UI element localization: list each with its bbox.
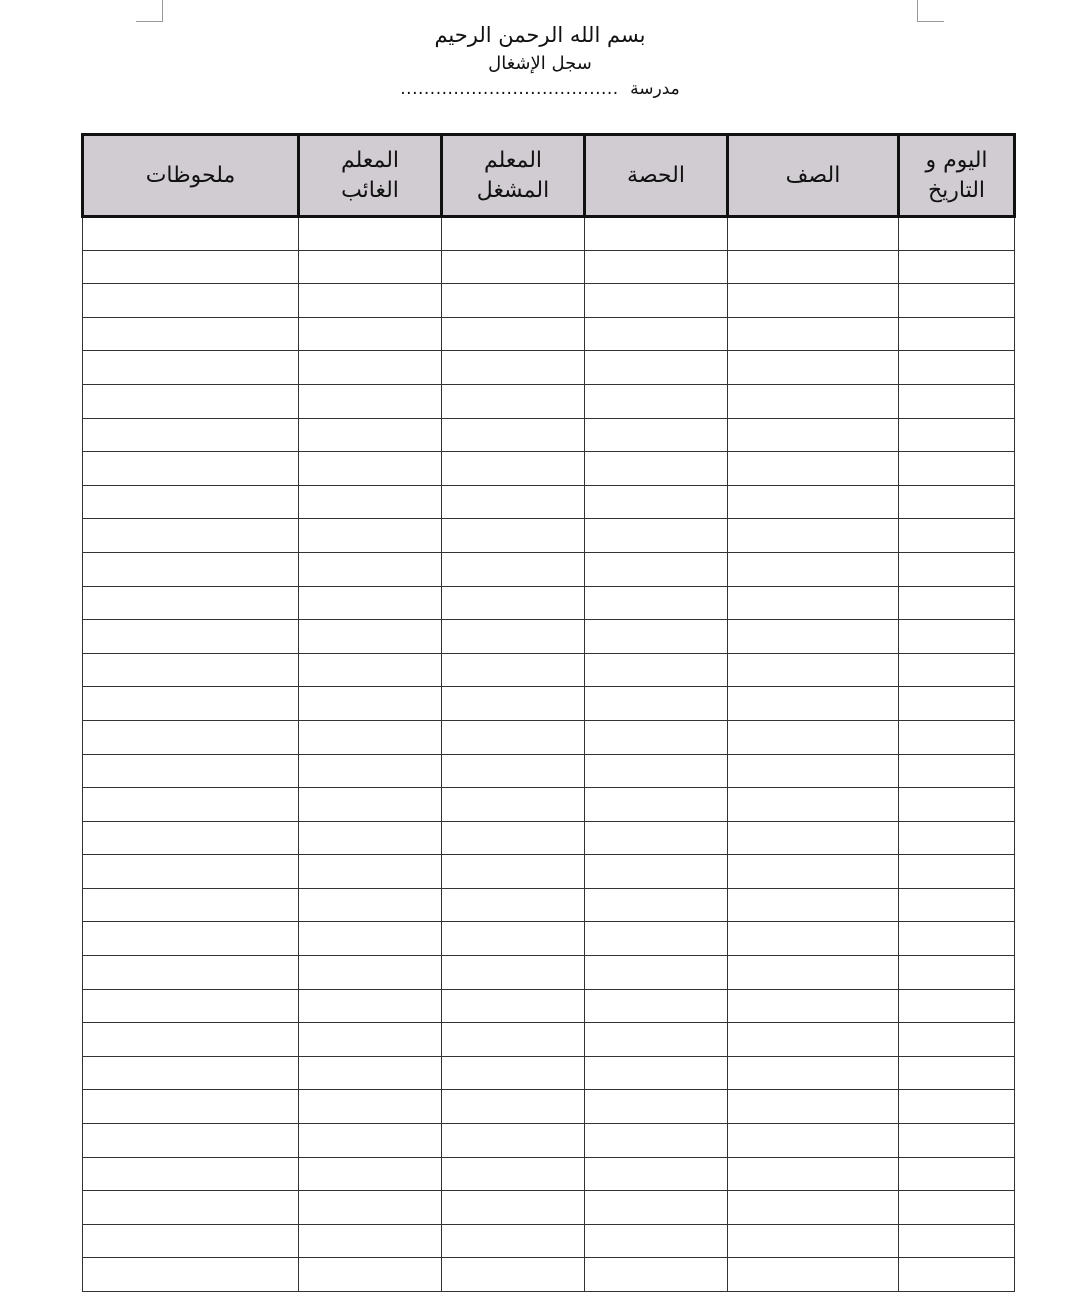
cell-period[interactable]: [585, 1157, 728, 1191]
table-row: [83, 989, 1015, 1023]
cell-period[interactable]: [585, 720, 728, 754]
cell-date[interactable]: [899, 250, 1015, 284]
table-row: [83, 788, 1015, 822]
cell-substitute-teacher[interactable]: [442, 1258, 585, 1292]
table-row: [83, 1191, 1015, 1225]
column-header-line: المشغل: [476, 177, 550, 203]
cell-period[interactable]: [585, 418, 728, 452]
cell-period[interactable]: [585, 217, 728, 251]
cell-absent-teacher[interactable]: [299, 855, 442, 889]
cell-absent-teacher[interactable]: [299, 519, 442, 553]
cell-substitute-teacher[interactable]: [442, 250, 585, 284]
table-row: [83, 1157, 1015, 1191]
cell-notes[interactable]: [83, 552, 299, 586]
cell-period[interactable]: [585, 552, 728, 586]
cell-class[interactable]: [728, 720, 899, 754]
cell-substitute-teacher[interactable]: [442, 720, 585, 754]
cell-notes[interactable]: [83, 821, 299, 855]
cell-substitute-teacher[interactable]: [442, 485, 585, 519]
cell-notes[interactable]: [83, 418, 299, 452]
cell-absent-teacher[interactable]: [299, 720, 442, 754]
cell-class[interactable]: [728, 956, 899, 990]
table-row: [83, 855, 1015, 889]
table-row: [83, 754, 1015, 788]
column-header-class: [728, 135, 899, 217]
cell-substitute-teacher[interactable]: [442, 519, 585, 553]
cell-notes[interactable]: [83, 1157, 299, 1191]
cell-substitute-teacher[interactable]: [442, 1090, 585, 1124]
cell-absent-teacher[interactable]: [299, 653, 442, 687]
cell-substitute-teacher[interactable]: [442, 1023, 585, 1057]
table-row: [83, 956, 1015, 990]
cell-substitute-teacher[interactable]: [442, 284, 585, 318]
cell-date[interactable]: [899, 418, 1015, 452]
cell-notes[interactable]: [83, 452, 299, 486]
cell-substitute-teacher[interactable]: [442, 1191, 585, 1225]
cell-substitute-teacher[interactable]: [442, 821, 585, 855]
cell-substitute-teacher[interactable]: [442, 922, 585, 956]
cell-period[interactable]: [585, 384, 728, 418]
cell-substitute-teacher[interactable]: [442, 452, 585, 486]
cell-absent-teacher[interactable]: [299, 687, 442, 721]
cell-class[interactable]: [728, 821, 899, 855]
table-row: [83, 317, 1015, 351]
cell-date[interactable]: [899, 1124, 1015, 1158]
cell-absent-teacher[interactable]: [299, 888, 442, 922]
cell-notes[interactable]: [83, 485, 299, 519]
cell-class[interactable]: [728, 586, 899, 620]
cell-date[interactable]: [899, 1090, 1015, 1124]
cell-class[interactable]: [728, 653, 899, 687]
cell-date[interactable]: [899, 485, 1015, 519]
cell-notes[interactable]: [83, 1224, 299, 1258]
cell-class[interactable]: [728, 1224, 899, 1258]
cell-class[interactable]: [728, 788, 899, 822]
basmala: بسم الله الرحمن الرحيم: [434, 23, 646, 47]
cell-notes[interactable]: [83, 250, 299, 284]
table-row: [83, 1224, 1015, 1258]
cell-class[interactable]: [728, 519, 899, 553]
cell-period[interactable]: [585, 250, 728, 284]
cell-notes[interactable]: [83, 1090, 299, 1124]
cell-notes[interactable]: [83, 317, 299, 351]
cell-period[interactable]: [585, 1124, 728, 1158]
cell-period[interactable]: [585, 788, 728, 822]
cell-notes[interactable]: [83, 1191, 299, 1225]
cell-class[interactable]: [728, 1090, 899, 1124]
cell-period[interactable]: [585, 317, 728, 351]
table-row: [83, 1090, 1015, 1124]
cell-substitute-teacher[interactable]: [442, 384, 585, 418]
cell-absent-teacher[interactable]: [299, 317, 442, 351]
cell-date[interactable]: [899, 888, 1015, 922]
cell-class[interactable]: [728, 1157, 899, 1191]
table-row: [83, 384, 1015, 418]
cell-absent-teacher[interactable]: [299, 250, 442, 284]
cell-absent-teacher[interactable]: [299, 821, 442, 855]
table-row: [83, 586, 1015, 620]
cell-date[interactable]: [899, 989, 1015, 1023]
cell-class[interactable]: [728, 384, 899, 418]
column-header-line: المعلم: [340, 147, 400, 173]
cell-notes[interactable]: [83, 519, 299, 553]
table-row: [83, 418, 1015, 452]
cell-class[interactable]: [728, 552, 899, 586]
cell-class[interactable]: [728, 1191, 899, 1225]
table-row: [83, 1023, 1015, 1057]
cell-date[interactable]: [899, 586, 1015, 620]
table-row: [83, 217, 1015, 251]
cell-substitute-teacher[interactable]: [442, 754, 585, 788]
cell-class[interactable]: [728, 687, 899, 721]
cell-absent-teacher[interactable]: [299, 586, 442, 620]
table-row: [83, 552, 1015, 586]
cell-absent-teacher[interactable]: [299, 1090, 442, 1124]
cell-notes[interactable]: [83, 653, 299, 687]
cell-substitute-teacher[interactable]: [442, 620, 585, 654]
cell-period[interactable]: [585, 754, 728, 788]
cell-substitute-teacher[interactable]: [442, 788, 585, 822]
cell-absent-teacher[interactable]: [299, 284, 442, 318]
cell-notes[interactable]: [83, 687, 299, 721]
cell-period[interactable]: [585, 586, 728, 620]
column-header-period: [585, 135, 728, 217]
cell-date[interactable]: [899, 754, 1015, 788]
cell-absent-teacher[interactable]: [299, 351, 442, 385]
cell-date[interactable]: [899, 452, 1015, 486]
column-header-line: اليوم و: [925, 147, 988, 173]
cell-period[interactable]: [585, 653, 728, 687]
cell-substitute-teacher[interactable]: [442, 586, 585, 620]
table-row: [83, 250, 1015, 284]
column-header-date: [899, 135, 1015, 217]
cell-absent-teacher[interactable]: [299, 620, 442, 654]
cell-period[interactable]: [585, 620, 728, 654]
table-row: [83, 888, 1015, 922]
cell-class[interactable]: [728, 1023, 899, 1057]
cell-absent-teacher[interactable]: [299, 956, 442, 990]
table-row: [83, 620, 1015, 654]
cell-period[interactable]: [585, 284, 728, 318]
cell-class[interactable]: [728, 217, 899, 251]
crop-mark-top-right: [917, 0, 944, 22]
cell-period[interactable]: [585, 1258, 728, 1292]
table-row: [83, 519, 1015, 553]
crop-mark-top-left: [136, 0, 163, 22]
school-name-line: [0, 76, 1080, 102]
cell-class[interactable]: [728, 317, 899, 351]
cell-period[interactable]: [585, 687, 728, 721]
cell-date[interactable]: [899, 687, 1015, 721]
column-header-line: ملحوظات: [145, 162, 236, 188]
cell-date[interactable]: [899, 653, 1015, 687]
cell-absent-teacher[interactable]: [299, 1191, 442, 1225]
cell-period[interactable]: [585, 1191, 728, 1225]
table-row: [83, 452, 1015, 486]
cell-class[interactable]: [728, 1258, 899, 1292]
cell-date[interactable]: [899, 1056, 1015, 1090]
cell-substitute-teacher[interactable]: [442, 653, 585, 687]
cell-date[interactable]: [899, 217, 1015, 251]
cell-substitute-teacher[interactable]: [442, 1224, 585, 1258]
cell-date[interactable]: [899, 519, 1015, 553]
table-row: [83, 485, 1015, 519]
cell-date[interactable]: [899, 384, 1015, 418]
cell-class[interactable]: [728, 855, 899, 889]
table-row: [83, 1124, 1015, 1158]
cell-absent-teacher[interactable]: [299, 754, 442, 788]
cell-absent-teacher[interactable]: [299, 552, 442, 586]
cell-absent-teacher[interactable]: [299, 989, 442, 1023]
cell-date[interactable]: [899, 720, 1015, 754]
cell-period[interactable]: [585, 485, 728, 519]
column-header-line: الغائب: [341, 177, 399, 203]
cell-period[interactable]: [585, 888, 728, 922]
cell-date[interactable]: [899, 1023, 1015, 1057]
cell-absent-teacher[interactable]: [299, 1224, 442, 1258]
cell-date[interactable]: [899, 788, 1015, 822]
cell-date[interactable]: [899, 956, 1015, 990]
cell-period[interactable]: [585, 1023, 728, 1057]
column-header-line: الحصة: [627, 162, 685, 188]
cell-notes[interactable]: [83, 586, 299, 620]
table-row: [83, 284, 1015, 318]
substitution-log-table: [81, 133, 1016, 1292]
cell-period[interactable]: [585, 1090, 728, 1124]
cell-date[interactable]: [899, 620, 1015, 654]
cell-notes[interactable]: [83, 384, 299, 418]
cell-absent-teacher[interactable]: [299, 1258, 442, 1292]
cell-class[interactable]: [728, 1124, 899, 1158]
cell-substitute-teacher[interactable]: [442, 687, 585, 721]
cell-date[interactable]: [899, 317, 1015, 351]
cell-absent-teacher[interactable]: [299, 485, 442, 519]
cell-period[interactable]: [585, 855, 728, 889]
cell-class[interactable]: [728, 989, 899, 1023]
cell-notes[interactable]: [83, 284, 299, 318]
cell-class[interactable]: [728, 284, 899, 318]
cell-absent-teacher[interactable]: [299, 1023, 442, 1057]
cell-absent-teacher[interactable]: [299, 922, 442, 956]
cell-absent-teacher[interactable]: [299, 1157, 442, 1191]
cell-class[interactable]: [728, 888, 899, 922]
cell-date[interactable]: [899, 1224, 1015, 1258]
cell-substitute-teacher[interactable]: [442, 317, 585, 351]
cell-class[interactable]: [728, 452, 899, 486]
cell-notes[interactable]: [83, 956, 299, 990]
cell-period[interactable]: [585, 922, 728, 956]
table-row: [83, 653, 1015, 687]
school-name-blank: .....................................: [400, 79, 619, 99]
cell-notes[interactable]: [83, 217, 299, 251]
cell-date[interactable]: [899, 552, 1015, 586]
cell-substitute-teacher[interactable]: [442, 989, 585, 1023]
cell-period[interactable]: [585, 519, 728, 553]
cell-class[interactable]: [728, 351, 899, 385]
cell-period[interactable]: [585, 351, 728, 385]
cell-notes[interactable]: [83, 720, 299, 754]
cell-notes[interactable]: [83, 620, 299, 654]
cell-date[interactable]: [899, 1258, 1015, 1292]
cell-substitute-teacher[interactable]: [442, 418, 585, 452]
cell-notes[interactable]: [83, 351, 299, 385]
cell-class[interactable]: [728, 922, 899, 956]
cell-notes[interactable]: [83, 922, 299, 956]
cell-class[interactable]: [728, 1056, 899, 1090]
cell-notes[interactable]: [83, 1023, 299, 1057]
table-row: [83, 720, 1015, 754]
cell-period[interactable]: [585, 452, 728, 486]
cell-substitute-teacher[interactable]: [442, 956, 585, 990]
cell-notes[interactable]: [83, 888, 299, 922]
cell-class[interactable]: [728, 250, 899, 284]
cell-absent-teacher[interactable]: [299, 418, 442, 452]
column-header-notes: [83, 135, 299, 217]
cell-class[interactable]: [728, 418, 899, 452]
cell-notes[interactable]: [83, 1258, 299, 1292]
cell-date[interactable]: [899, 821, 1015, 855]
cell-absent-teacher[interactable]: [299, 217, 442, 251]
cell-period[interactable]: [585, 1056, 728, 1090]
table-row: [83, 351, 1015, 385]
cell-date[interactable]: [899, 1157, 1015, 1191]
cell-notes[interactable]: [83, 788, 299, 822]
cell-class[interactable]: [728, 620, 899, 654]
column-header-line: التاريخ: [927, 177, 986, 203]
cell-substitute-teacher[interactable]: [442, 351, 585, 385]
table-row: [83, 1258, 1015, 1292]
cell-date[interactable]: [899, 922, 1015, 956]
cell-period[interactable]: [585, 821, 728, 855]
column-header-substitute-teacher: [442, 135, 585, 217]
cell-notes[interactable]: [83, 855, 299, 889]
cell-absent-teacher[interactable]: [299, 788, 442, 822]
cell-notes[interactable]: [83, 1056, 299, 1090]
cell-class[interactable]: [728, 754, 899, 788]
column-header-absent-teacher: [299, 135, 442, 217]
cell-absent-teacher[interactable]: [299, 1056, 442, 1090]
cell-notes[interactable]: [83, 1124, 299, 1158]
table-row: [83, 821, 1015, 855]
table-header-row: [83, 135, 1015, 217]
cell-substitute-teacher[interactable]: [442, 552, 585, 586]
cell-date[interactable]: [899, 855, 1015, 889]
cell-substitute-teacher[interactable]: [442, 1157, 585, 1191]
table-row: [83, 1056, 1015, 1090]
cell-period[interactable]: [585, 956, 728, 990]
school-label: مدرسة: [630, 79, 680, 99]
cell-notes[interactable]: [83, 754, 299, 788]
cell-period[interactable]: [585, 989, 728, 1023]
cell-class[interactable]: [728, 485, 899, 519]
cell-absent-teacher[interactable]: [299, 1124, 442, 1158]
column-header-line: المعلم: [483, 147, 543, 173]
cell-absent-teacher[interactable]: [299, 452, 442, 486]
table-body: [83, 217, 1015, 1292]
cell-notes[interactable]: [83, 989, 299, 1023]
cell-date[interactable]: [899, 351, 1015, 385]
cell-absent-teacher[interactable]: [299, 384, 442, 418]
table-row: [83, 687, 1015, 721]
column-header-line: الصف: [785, 162, 841, 188]
cell-substitute-teacher[interactable]: [442, 1056, 585, 1090]
register-title: سجل الإشغال: [488, 53, 592, 74]
cell-period[interactable]: [585, 1224, 728, 1258]
cell-substitute-teacher[interactable]: [442, 855, 585, 889]
table-row: [83, 922, 1015, 956]
cell-substitute-teacher[interactable]: [442, 1124, 585, 1158]
cell-substitute-teacher[interactable]: [442, 217, 585, 251]
cell-date[interactable]: [899, 284, 1015, 318]
cell-date[interactable]: [899, 1191, 1015, 1225]
cell-substitute-teacher[interactable]: [442, 888, 585, 922]
